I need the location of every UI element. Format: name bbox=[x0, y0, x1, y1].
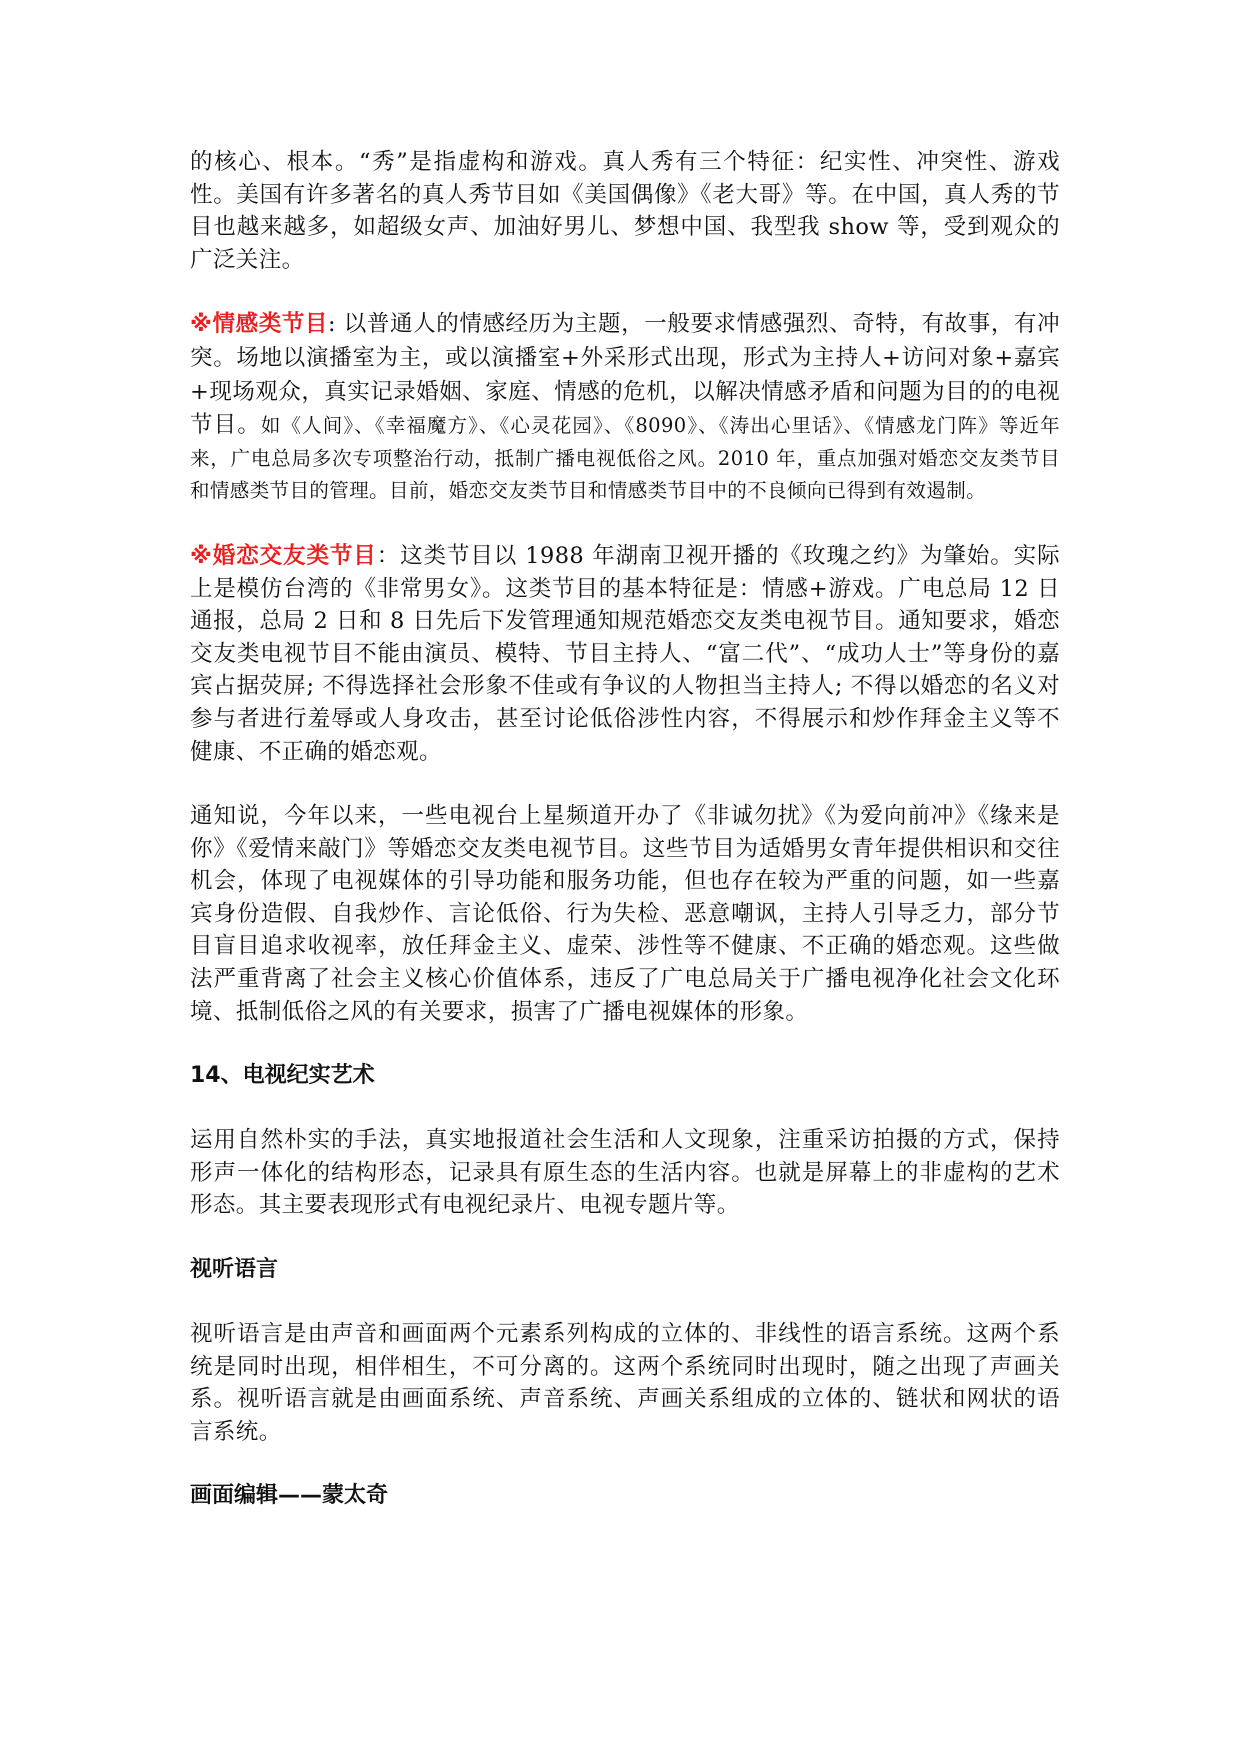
emotion-programs-label: ※情感类节目 bbox=[190, 311, 329, 338]
heading-montage: 画面编辑——蒙太奇 bbox=[190, 1483, 389, 1509]
paragraph-notice: 通知说，今年以来，一些电视台上星频道开办了《非诚勿扰》《为爱向前冲》《缘来是你》《爱情来敲门》等婚恋交友类电视节目。这些节目为适婚男女青年提供相识和交往机会，体现了电视媒体的引导功能和服务功能，但也存在较为严重的问题，如一些嘉宾身份造假、自我炒作、言论低俗、行为失检、恶意嘲讽，主持人引导乏力，部分节目盲目追求收视率，放任拜金主义、虚荣、涉性等不健康、不正确的婚恋观。这些做法严重背离了社会主义核心价值体系，违反了广电总局关于广播电视净化社会文化环境、抵制低俗之风的有关要求，损害了广播电视媒体的形象。 bbox=[190, 803, 1060, 1025]
paragraph-documentary: 运用自然朴实的手法，真实地报道社会生活和人文现象，注重采访拍摄的方式，保持形声一体化的结构形态，记录具有原生态的生活内容。也就是屏幕上的非虚构的艺术形态。其主要表现形式有电视纪录片、电视专题片等。 bbox=[190, 1127, 1060, 1219]
paragraph-dating-programs bbox=[190, 540, 1060, 768]
heading-tv-documentary: 14、电视纪实艺术 bbox=[190, 1063, 375, 1089]
heading-audiovisual-language: 视听语言 bbox=[190, 1257, 279, 1283]
paragraph-emotion-programs bbox=[190, 308, 1060, 508]
dating-programs-text: ：这类节目以 1988 年湖南卫视开播的《玫瑰之约》为肇始。实际上是模仿台湾的《非常男女》。这类节目的基本特征是：情感+游戏。广电总局 12 日通报，总局 2 日和 8 日先后下发管理通知规范婚恋交友类电视节目。通知要求，婚恋交友类电视节目不能由演员、模特、节目主持人、“富二代”、“成功人士”等身份的嘉宾占据荧屏; 不得选择社会形象不佳或有争议的人物担当主持人; 不得以婚恋的名义对参与者进行羞辱或人身攻击，甚至讨论低俗涉性内容，不得展示和炒作拜金主义等不健康、不正确的婚恋观。 bbox=[190, 542, 1060, 765]
dating-programs-label: ※婚恋交友类节目 bbox=[190, 542, 377, 569]
emotion-programs-text: : 以普通人的情感经历为主题，一般要求情感强烈、奇特，有故事，有冲突。场地以演播室为主，或以演播室+外采形式出现，形式为主持人+访问对象+嘉宾+现场观众，真实记录婚姻、家庭、情感的危机，以解决情感矛盾和问题为目的的电视节目。 bbox=[190, 311, 1061, 439]
paragraph-audiovisual-language: 视听语言是由声音和画面两个元素系列构成的立体的、非线性的语言系统。这两个系统是同时出现，相伴相生，不可分离的。这两个系统同时出现时，随之出现了声画关系。视听语言就是由画面系统、声音系统、声画关系组成的立体的、链状和网状的语言系统。 bbox=[190, 1321, 1060, 1445]
paragraph-reality-show: 的核心、根本。“秀”是指虚构和游戏。真人秀有三个特征：纪实性、冲突性、游戏性。美国有许多著名的真人秀节目如《美国偶像》《老大哥》等。在中国，真人秀的节目也越来越多，如超级女声、加油好男儿、梦想中国、我型我 show 等，受到观众的广泛关注。 bbox=[190, 149, 1060, 273]
emotion-programs-examples: 如《人间》、《幸福魔方》、《心灵花园》、《8090》、《涛出心里话》、《情感龙门阵》等近年来，广电总局多次专项整治行动，抵制广播电视低俗之风。2010 年，重点加强对婚恋交友类节目和情感类节目的管理。目前，婚恋交友类节目和情感类节目中的不良倾向已得到有效遏制。 bbox=[190, 414, 1060, 503]
document-page bbox=[190, 146, 1060, 1544]
